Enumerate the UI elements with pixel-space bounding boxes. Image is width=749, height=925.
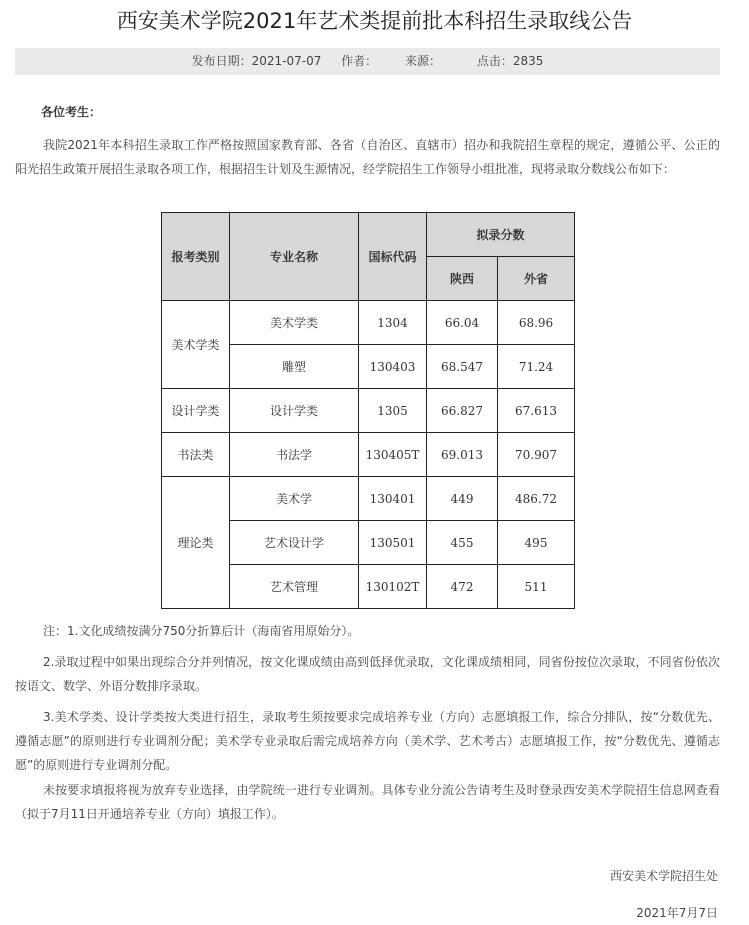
category-cell: 美术学类 xyxy=(162,301,230,389)
code-cell: 130403 xyxy=(359,345,427,389)
code-cell: 130401 xyxy=(359,477,427,521)
other-score-cell: 68.96 xyxy=(498,301,575,345)
major-cell: 美术学类 xyxy=(230,301,359,345)
category-cell: 书法类 xyxy=(162,433,230,477)
other-score-cell: 486.72 xyxy=(498,477,575,521)
code-cell: 1304 xyxy=(359,301,427,345)
click-count-label: 点击： xyxy=(476,54,513,68)
page-title: 西安美术学院2021年艺术类提前批本科招生录取线公告 xyxy=(116,9,633,33)
shaanxi-score-cell: 449 xyxy=(427,477,498,521)
article-meta-bar xyxy=(15,48,720,75)
major-cell: 美术学 xyxy=(230,477,359,521)
admission-score-table xyxy=(161,212,575,609)
note-2: 2.录取过程中如果出现综合分并列情况，按文化课成绩由高到低择优录取，文化课成绩相同，同省份按位次录取，不同省份依次按语文、数学、外语分数排序录取。 xyxy=(15,655,720,693)
publish-date-value: 2021-07-07 xyxy=(251,54,322,68)
source-label: 来源： xyxy=(405,54,442,68)
table-row xyxy=(162,477,575,521)
header-other-province: 外省 xyxy=(498,257,575,301)
other-score-cell: 511 xyxy=(498,565,575,609)
header-shaanxi: 陕西 xyxy=(427,257,498,301)
note-3: 3.美术学类、设计学类按大类进行招生，录取考生须按要求完成培养专业（方向）志愿填报工作，综合分排队，按“分数优先、遵循志愿”的原则进行专业调剂分配；美术学专业录取后需完成培养方向（美术学、艺术考古）志愿填报工作，按“分数优先、遵循志愿”的原则进行专业调剂分配。 xyxy=(15,710,720,772)
major-cell: 艺术设计学 xyxy=(230,521,359,565)
table-row xyxy=(162,433,575,477)
code-cell: 130405T xyxy=(359,433,427,477)
click-count-value: 2835 xyxy=(512,54,544,68)
other-score-cell: 495 xyxy=(498,521,575,565)
publish-date xyxy=(192,54,322,68)
header-code: 国标代码 xyxy=(359,213,427,301)
signature-date: 2021年7月7日 xyxy=(636,906,718,920)
header-major: 专业名称 xyxy=(230,213,359,301)
note-4: 未按要求填报将视为放弃专业选择，由学院统一进行专业调剂。具体专业分流公告请考生及时登录西安美术学院招生信息网查看（拟于7月11日开通培养专业（方向）填报工作）。 xyxy=(15,783,720,821)
note-1: 注：1.文化成绩按满分750分折算后计（海南省用原始分）。 xyxy=(43,624,360,638)
major-cell: 雕塑 xyxy=(230,345,359,389)
author-label: 作者： xyxy=(341,54,378,68)
code-cell: 130102T xyxy=(359,565,427,609)
other-score-cell: 67.613 xyxy=(498,389,575,433)
other-score-cell: 70.907 xyxy=(498,433,575,477)
major-cell: 书法学 xyxy=(230,433,359,477)
shaanxi-score-cell: 69.013 xyxy=(427,433,498,477)
table-row xyxy=(162,301,575,345)
shaanxi-score-cell: 472 xyxy=(427,565,498,609)
signature: 西安美术学院招生处 xyxy=(609,869,718,883)
shaanxi-score-cell: 66.04 xyxy=(427,301,498,345)
intro-paragraph: 我院2021年本科招生录取工作严格按照国家教育部、各省（自治区、直辖市）招办和我院招生章程的规定，遵循公平、公正的阳光招生政策开展招生录取各项工作，根据招生计划及生源情况，经学院招生工作领导小组批准，现将录取分数线公布如下： xyxy=(15,138,720,176)
table-row xyxy=(162,389,575,433)
shaanxi-score-cell: 455 xyxy=(427,521,498,565)
greeting: 各位考生： xyxy=(41,105,102,119)
other-score-cell: 71.24 xyxy=(498,345,575,389)
click-count xyxy=(477,54,544,68)
header-category: 报考类别 xyxy=(162,213,230,301)
major-cell: 设计学类 xyxy=(230,389,359,433)
category-cell: 设计学类 xyxy=(162,389,230,433)
shaanxi-score-cell: 68.547 xyxy=(427,345,498,389)
major-cell: 艺术管理 xyxy=(230,565,359,609)
code-cell: 130501 xyxy=(359,521,427,565)
shaanxi-score-cell: 66.827 xyxy=(427,389,498,433)
header-score: 拟录分数 xyxy=(427,213,575,257)
publish-date-label: 发布日期： xyxy=(191,54,252,68)
code-cell: 1305 xyxy=(359,389,427,433)
category-cell: 理论类 xyxy=(162,477,230,609)
